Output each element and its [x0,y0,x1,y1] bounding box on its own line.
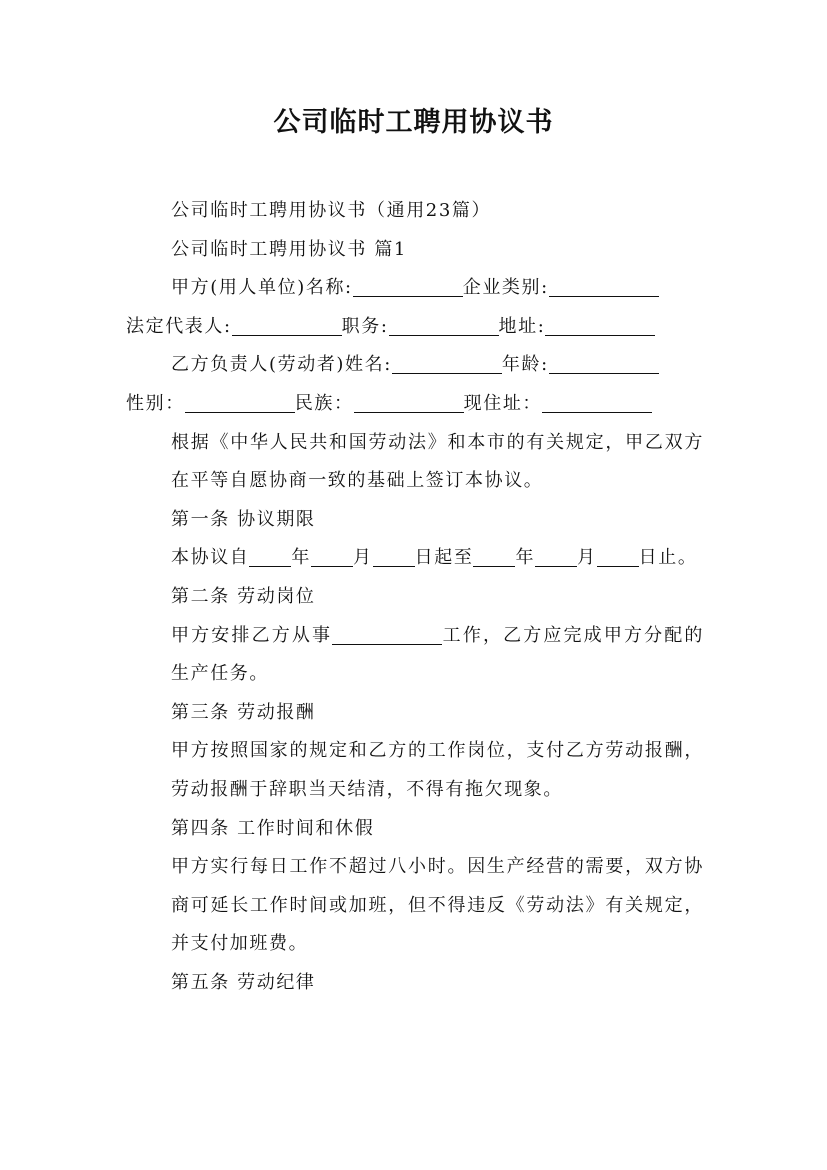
party-a-name-label: 甲方(用人单位)名称: [171,277,353,299]
job-text-2: 工作，乙方应完成甲方分配的生产任务。 [171,624,704,685]
position-blank [389,313,499,336]
age-label: 年龄: [501,354,549,376]
form-line-4 [126,385,704,424]
address-label: 地址: [498,315,546,337]
address-blank [545,313,655,336]
article-3-heading: 第三条 劳动报酬 [171,701,316,723]
gender-label: 性别： [126,392,185,414]
legal-rep-label: 法定代表人: [126,315,232,337]
month-label: 月 [353,547,373,569]
party-a-name-blank [353,274,463,297]
ethnicity-label: 民族： [294,392,354,414]
start-day-blank [373,544,415,567]
article-2-heading: 第二条 劳动岗位 [171,585,316,607]
end-day-blank [597,544,639,567]
chapter-heading: 公司临时工聘用协议书 篇1 [171,238,407,260]
legal-rep-blank [232,313,342,336]
enterprise-type-blank [549,274,659,297]
document-title: 公司临时工聘用协议书 [273,107,554,138]
preamble-paragraph: 根据《中华人民共和国劳动法》和本市的有关规定，甲乙双方在平等自愿协商一致的基础上签订本协议。 [171,431,704,492]
party-b-name-blank [392,351,502,374]
year-label-2: 年 [515,547,536,569]
position-label: 职务: [341,315,389,337]
article-4-heading: 第四条 工作时间和休假 [171,817,375,839]
party-b-name-label: 乙方负责人(劳动者)姓名: [171,354,392,376]
year-label: 年 [291,547,312,569]
residence-label: 现住址： [463,392,543,414]
ethnicity-blank [354,390,464,413]
job-text: 甲方安排乙方从事 [171,624,333,646]
start-month-blank [311,544,353,567]
residence-blank [542,390,652,413]
gender-blank [185,390,295,413]
article-4-paragraph: 甲方实行每日工作不超过八小时。因生产经营的需要，双方协商可延长工作时间或加班，但不得违反《劳动法》有关规定，并支付加班费。 [171,856,704,955]
start-year-blank [249,544,291,567]
form-line-1 [126,269,704,308]
article-5-heading: 第五条 劳动纪律 [171,971,316,993]
end-month-blank [535,544,577,567]
term-text: 本协议自 [171,547,250,569]
day-from-label: 日起至 [414,547,474,569]
form-line-3 [126,346,704,385]
enterprise-type-label: 企业类别: [462,277,549,299]
month-label-2: 月 [577,547,597,569]
end-year-blank [473,544,515,567]
article-1-heading: 第一条 协议期限 [171,508,316,530]
day-label: 日 [638,547,659,569]
term-end-text: 止。 [658,547,698,569]
article-3-paragraph: 甲方按照国家的规定和乙方的工作岗位，支付乙方劳动报酬，劳动报酬于辞职当天结清，不得有拖欠现象。 [171,740,704,800]
age-blank [549,351,659,374]
form-line-2 [126,308,704,347]
job-blank [332,622,442,645]
subtitle: 公司临时工聘用协议书（通用23篇） [171,200,492,221]
article-2-paragraph [126,617,704,694]
document-body [126,192,704,1002]
article-1-paragraph [126,539,704,578]
